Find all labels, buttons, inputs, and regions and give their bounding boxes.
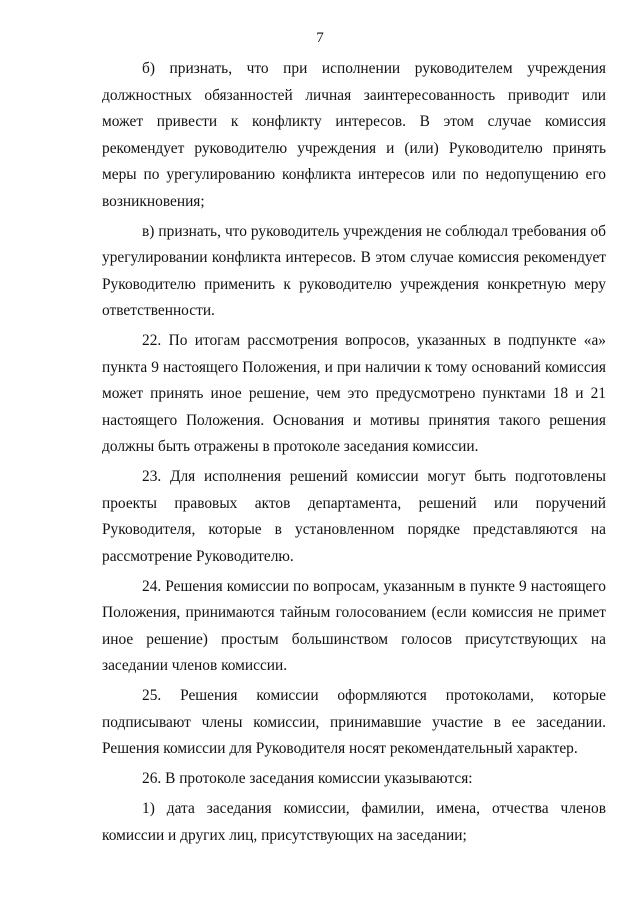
paragraph-22: 22. По итогам рассмотрения вопросов, указанных в подпункте «а» пункта 9 настоящего Положения, и при наличии к тому оснований комиссия может принять иное решение, чем это предусмотрено пунктами 18 и 21 настоящего Положения. Основания и мотивы принятия такого решения должны быть отражены в протоколе заседания комиссии. — [102, 332, 606, 455]
page-number: 7 — [316, 30, 324, 46]
paragraph-item-v: в) признать, что руководитель учреждения не соблюдал требования об урегулировании конфликта интересов. В этом случае комиссия рекомендует Руководителю применить к руководителю учреждения конкретную меру ответственности. — [102, 222, 606, 319]
paragraph-24: 24. Решения комиссии по вопросам, указанным в пункте 9 настоящего Положения, принимаются тайным голосованием (если комиссия не примет иное решение) простым большинством голосов присутствующих на заседании членов комиссии. — [102, 577, 606, 674]
paragraph-26: 26. В протоколе заседания комиссии указываются: — [142, 770, 473, 787]
paragraph-26-item-1: 1) дата заседания комиссии, фамилии, имена, отчества членов комиссии и других лиц, присутствующих на заседании; — [102, 800, 606, 844]
paragraph-25: 25. Решения комиссии оформляются протоколами, которые подписывают члены комиссии, принимавшие участие в ее заседании. Решения комиссии для Руководителя носят рекомендательный характер. — [102, 687, 606, 757]
paragraph-item-b: б) признать, что при исполнении руководителем учреждения должностных обязанностей личная заинтересованность приводит или может привести к конфликту интересов. В этом случае комиссия рекомендует руководителю учреждения и (или) Руководителю принять меры по урегулированию конфликта интересов или по недопущению его возникновения; — [102, 60, 606, 210]
paragraph-23: 23. Для исполнения решений комиссии могут быть подготовлены проекты правовых актов департамента, решений или поручений Руководителя, которые в установленном порядке представляются на рассмотрение Руководителю. — [102, 468, 606, 565]
document-body — [102, 56, 606, 853]
